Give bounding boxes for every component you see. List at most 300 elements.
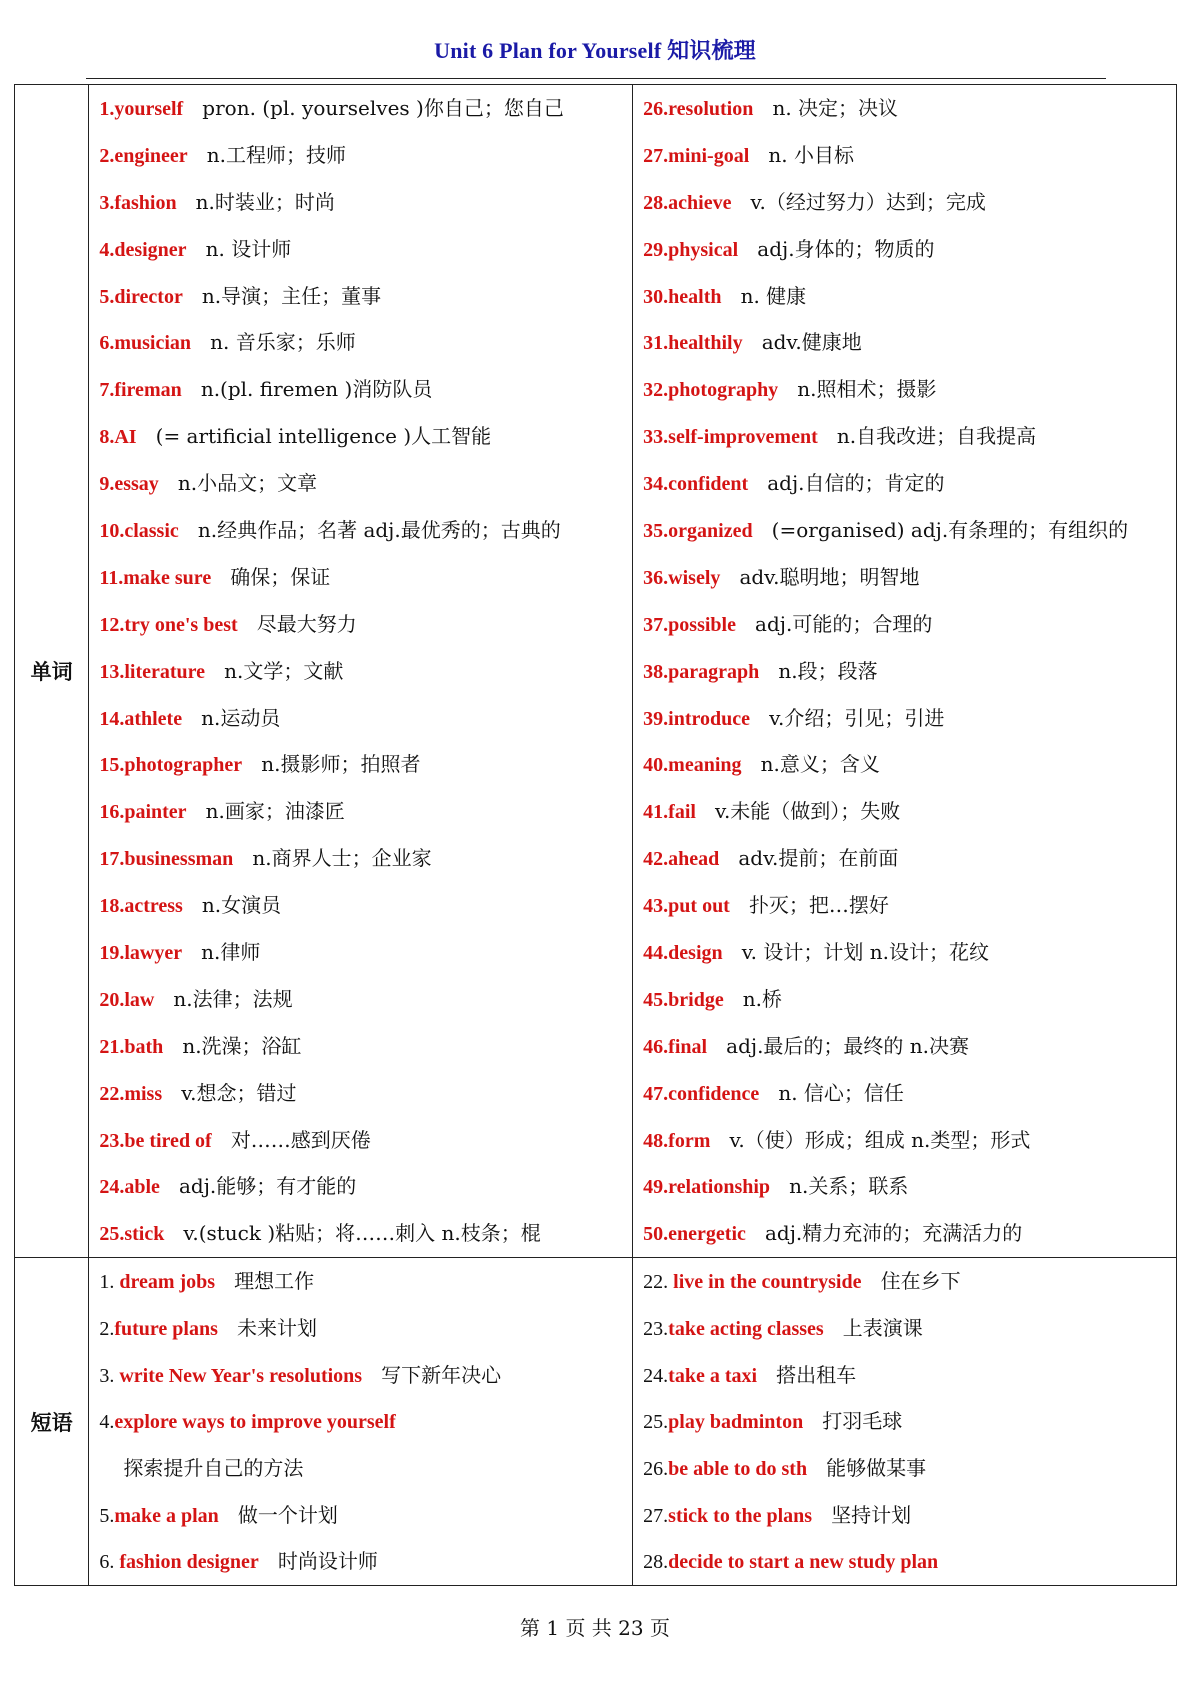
phrase-text: dream jobs — [119, 1271, 216, 1294]
entry-gap — [807, 1456, 826, 1480]
entry-gap — [215, 1269, 234, 1293]
word-text: fashion — [114, 191, 177, 214]
entry-gap — [757, 1363, 776, 1387]
entry-gap — [238, 612, 257, 636]
word-text: classic — [124, 520, 179, 543]
entry-number: 40. — [643, 754, 669, 777]
entry-meaning: v.想念；错过 — [181, 1080, 297, 1105]
word-entry — [633, 132, 1176, 179]
phrase-entry — [633, 1492, 1176, 1539]
entry-meaning: n. 设计师 — [205, 236, 292, 261]
entry-number: 45. — [643, 988, 669, 1011]
word-text: wisely — [668, 566, 721, 589]
entry-meaning: 未来计划 — [236, 1315, 317, 1340]
entry-gap — [750, 706, 769, 730]
word-entry — [89, 1070, 632, 1117]
entry-meaning: n.商界人士；企业家 — [252, 846, 432, 871]
word-text: law — [124, 988, 155, 1011]
word-entry — [89, 132, 632, 179]
phrase-entry — [633, 1258, 1176, 1305]
entry-number: 47. — [643, 1082, 669, 1105]
word-text: mini-goal — [668, 144, 750, 167]
entry-gap — [137, 424, 156, 448]
entry-gap — [183, 893, 202, 917]
entry-number: 14. — [99, 707, 125, 730]
entry-gap — [803, 1409, 822, 1433]
word-text: resolution — [668, 98, 754, 120]
entry-meaning: n.照相术；摄影 — [797, 377, 937, 402]
entry-meaning: adj.身体的；物质的 — [757, 236, 935, 261]
entry-meaning: adj.精力充沛的；充满活力的 — [764, 1221, 1023, 1246]
entry-gap — [723, 940, 742, 964]
entry-number: 48. — [643, 1129, 669, 1152]
entry-number: 42. — [643, 848, 669, 871]
word-text: make sure — [123, 566, 212, 589]
entry-number: 50. — [643, 1223, 669, 1246]
entry-number: 21. — [99, 1035, 125, 1058]
entry-gap — [182, 706, 201, 730]
entry-meaning: adj.能够；有才能的 — [178, 1174, 357, 1199]
entry-meaning: n.摄影师；拍照者 — [261, 752, 421, 777]
entry-gap — [162, 1081, 181, 1105]
entry-number: 28. — [643, 191, 669, 214]
word-text: essay — [114, 473, 159, 496]
entry-number: 35. — [643, 520, 669, 543]
entry-number: 4. — [99, 1411, 115, 1434]
entry-gap — [724, 987, 743, 1011]
entry-number: 37. — [643, 613, 669, 636]
entry-meaning: n.(pl. firemen )消防队员 — [200, 377, 433, 402]
words-section-label: 单词 — [15, 85, 89, 1258]
word-entry — [633, 460, 1176, 507]
entry-gap — [696, 799, 715, 823]
word-entry — [89, 1117, 632, 1164]
word-text: photographer — [124, 754, 243, 777]
word-entry — [633, 85, 1176, 132]
word-text: bridge — [668, 988, 724, 1011]
entry-gap — [753, 518, 772, 542]
word-text: introduce — [668, 707, 751, 730]
word-entry — [89, 460, 632, 507]
entry-meaning: n.法律；法规 — [173, 986, 293, 1011]
entry-number: 1. — [99, 98, 115, 120]
entry-gap — [205, 659, 224, 683]
entry-meaning: v.介绍；引见；引进 — [769, 705, 945, 730]
phrase-entry — [89, 1398, 632, 1445]
word-text: AI — [114, 426, 137, 449]
entry-gap — [212, 1128, 231, 1152]
entry-meaning: n. 小目标 — [768, 142, 854, 167]
phrase-entry — [89, 1305, 632, 1352]
phrases-section-label: 短语 — [15, 1258, 89, 1586]
entry-meaning: n.导演；主任；董事 — [201, 283, 382, 308]
entry-gap — [177, 190, 196, 214]
vocabulary-table — [14, 84, 1177, 1586]
entry-gap — [191, 330, 210, 354]
word-entry — [89, 882, 632, 929]
entry-number: 13. — [99, 660, 125, 683]
entry-meaning: 做一个计划 — [237, 1502, 338, 1527]
entry-gap — [219, 1503, 238, 1527]
word-entry — [633, 273, 1176, 320]
entry-number: 8. — [99, 426, 115, 449]
word-entry — [89, 85, 632, 132]
word-text: businessman — [124, 848, 234, 871]
word-entry — [89, 554, 632, 601]
word-text: ahead — [668, 848, 720, 871]
entry-number: 17. — [99, 848, 125, 871]
entry-number: 25. — [99, 1223, 125, 1246]
word-entry — [89, 319, 632, 366]
entry-gap — [720, 565, 739, 589]
word-text: design — [668, 942, 723, 965]
entry-meaning: adj.自信的；肯定的 — [767, 471, 945, 496]
phrase-entry — [633, 1305, 1176, 1352]
word-entry — [633, 507, 1176, 554]
entry-number: 6. — [99, 332, 115, 355]
entry-number: 16. — [99, 801, 125, 824]
entry-meaning: n.小品文；文章 — [177, 471, 318, 496]
entry-meaning: n.段；段落 — [778, 658, 878, 683]
entry-gap — [233, 846, 252, 870]
entry-number: 25. — [643, 1411, 669, 1434]
word-text: meaning — [668, 754, 742, 777]
entry-meaning: n.画家；油漆匠 — [205, 799, 345, 824]
word-entry — [89, 366, 632, 413]
word-entry — [633, 413, 1176, 460]
phrase-entry — [89, 1258, 632, 1305]
word-text: engineer — [114, 144, 188, 167]
word-entry — [633, 179, 1176, 226]
word-text: physical — [668, 238, 739, 261]
title-divider — [86, 78, 1106, 79]
phrase-entry — [89, 1492, 632, 1539]
entry-number: 2. — [99, 1317, 115, 1340]
word-entry — [89, 835, 632, 882]
phrase-text: live in the countryside — [673, 1271, 862, 1294]
word-entry — [89, 1023, 632, 1070]
word-entry — [633, 1023, 1176, 1070]
entry-meaning: adj.可能的；合理的 — [755, 611, 933, 636]
entry-meaning: n.意义；含义 — [760, 752, 880, 777]
entry-meaning: 确保；保证 — [230, 564, 331, 589]
entry-meaning: n. 决定；决议 — [772, 96, 899, 120]
entry-number: 23. — [99, 1129, 125, 1152]
word-text: organized — [668, 520, 753, 543]
word-text: fail — [668, 801, 696, 824]
entry-gap — [731, 190, 750, 214]
entry-meaning: n.桥 — [742, 986, 783, 1011]
entry-number: 5. — [99, 1504, 115, 1527]
word-text: final — [668, 1035, 708, 1058]
words-right-column — [633, 85, 1177, 1258]
entry-gap — [218, 1316, 237, 1340]
word-text: form — [668, 1129, 711, 1152]
word-text: paragraph — [668, 660, 760, 683]
phrase-text: be able to do sth — [668, 1458, 808, 1481]
entry-meaning: 写下新年决心 — [381, 1362, 502, 1387]
word-text: musician — [114, 332, 192, 355]
entry-number: 46. — [643, 1035, 669, 1058]
word-entry — [633, 929, 1176, 976]
entry-number: 12. — [99, 613, 125, 636]
entry-meaning: 时尚设计师 — [277, 1549, 378, 1574]
entry-gap — [770, 1174, 789, 1198]
entry-gap — [818, 424, 837, 448]
entry-number: 4. — [99, 238, 115, 261]
word-entry — [89, 1163, 632, 1210]
entry-gap — [154, 987, 173, 1011]
words-left-column — [89, 85, 633, 1258]
phrases-section-row — [15, 1258, 1177, 1586]
entry-number: 29. — [643, 238, 669, 261]
entry-gap — [738, 237, 757, 261]
entry-gap — [187, 799, 206, 823]
word-entry — [633, 601, 1176, 648]
word-entry — [89, 226, 632, 273]
entry-gap — [748, 471, 767, 495]
entry-meaning: v.（经过努力）达到；完成 — [750, 189, 986, 214]
entry-gap — [824, 1316, 843, 1340]
entry-gap — [722, 284, 741, 308]
entry-meaning: 能够做某事 — [826, 1456, 927, 1481]
entry-meaning: 搭出租车 — [776, 1362, 857, 1387]
word-entry — [633, 226, 1176, 273]
entry-meaning: n.时装业；时尚 — [195, 189, 335, 214]
phrase-text: future plans — [114, 1317, 218, 1340]
entry-gap — [159, 471, 178, 495]
entry-number: 15. — [99, 754, 125, 777]
entry-number: 36. — [643, 566, 669, 589]
phrase-entry — [89, 1352, 632, 1399]
phrase-text: play badminton — [668, 1411, 804, 1434]
word-text: stick — [124, 1223, 165, 1246]
entry-number: 26. — [643, 1458, 669, 1481]
entry-meaning: (=organised) adj.有条理的；有组织的 — [771, 518, 1129, 543]
word-entry — [633, 882, 1176, 929]
entry-meaning: n. 健康 — [740, 283, 807, 308]
entry-number: 23. — [643, 1317, 669, 1340]
word-entry — [89, 413, 632, 460]
entry-gap — [183, 96, 202, 120]
word-text: try one's best — [124, 613, 238, 636]
word-entry — [633, 1070, 1176, 1117]
word-text: able — [124, 1176, 160, 1199]
entry-meaning: 理想工作 — [234, 1269, 315, 1294]
word-entry — [633, 695, 1176, 742]
phrases-right-column — [633, 1258, 1177, 1586]
entry-meaning: 坚持计划 — [831, 1502, 912, 1527]
word-text: photography — [668, 379, 779, 402]
entry-number: 5. — [99, 285, 115, 308]
word-entry — [89, 976, 632, 1023]
entry-meaning: 住在乡下 — [880, 1269, 961, 1294]
word-text: health — [668, 285, 722, 308]
entry-number: 28. — [643, 1551, 669, 1574]
words-section-row — [15, 85, 1177, 1258]
entry-gap — [730, 893, 749, 917]
entry-meaning: n.工程师；技师 — [206, 142, 346, 167]
entry-meaning: 上表演课 — [842, 1315, 923, 1340]
word-entry — [89, 648, 632, 695]
entry-gap — [179, 518, 198, 542]
entry-meaning: 对……感到厌倦 — [230, 1127, 371, 1152]
entry-meaning: v.未能（做到）；失败 — [715, 799, 901, 824]
entry-number: 34. — [643, 473, 669, 496]
word-entry — [633, 1163, 1176, 1210]
entry-meaning: n. 音乐家；乐师 — [210, 330, 356, 355]
entry-meaning: (= artificial intelligence )人工智能 — [155, 424, 492, 449]
word-text: self-improvement — [668, 426, 818, 449]
entry-number: 11. — [99, 566, 124, 589]
entry-number: 9. — [99, 473, 115, 496]
entry-number: 22. — [643, 1271, 674, 1294]
entry-meaning: n.关系；联系 — [789, 1174, 909, 1199]
word-text: yourself — [114, 98, 184, 120]
word-text: fireman — [114, 379, 182, 402]
word-entry — [89, 601, 632, 648]
word-entry — [633, 835, 1176, 882]
word-text: designer — [114, 238, 187, 261]
entry-meaning: v.（使）形成；组成 n.类型；形式 — [729, 1127, 1031, 1152]
entry-gap — [710, 1128, 729, 1152]
entry-meaning: n. 信心；信任 — [778, 1080, 904, 1105]
entry-meaning: n.运动员 — [201, 705, 281, 730]
word-text: painter — [124, 801, 187, 824]
phrase-entry — [89, 1538, 632, 1585]
word-entry — [89, 788, 632, 835]
entry-meaning: pron. (pl. yourselves )你自己；您自己 — [202, 96, 564, 120]
entry-gap — [749, 143, 768, 167]
word-text: be tired of — [124, 1129, 212, 1152]
entry-number: 33. — [643, 426, 669, 449]
entry-meaning: adj.最后的；最终的 n.决赛 — [726, 1033, 970, 1058]
entry-gap — [160, 1174, 179, 1198]
entry-meaning: n.文学；文献 — [224, 658, 344, 683]
entry-meaning: n.女演员 — [201, 893, 282, 918]
entry-number: 32. — [643, 379, 669, 402]
entry-number: 2. — [99, 144, 115, 167]
phrase-entry — [633, 1398, 1176, 1445]
entry-gap — [743, 330, 762, 354]
phrase-entry — [633, 1445, 1176, 1492]
entry-number: 26. — [643, 98, 669, 120]
entry-meaning: v.(stuck )粘贴；将……刺入 n.枝条；棍 — [183, 1221, 541, 1246]
word-entry — [89, 741, 632, 788]
word-text: confident — [668, 473, 749, 496]
word-text: miss — [124, 1082, 163, 1105]
entry-number: 43. — [643, 895, 669, 918]
phrase-entry — [633, 1538, 1176, 1585]
word-text: achieve — [668, 191, 732, 214]
entry-gap — [182, 940, 201, 964]
entry-meaning: 扑灭；把…摆好 — [748, 893, 889, 918]
entry-number: 18. — [99, 895, 125, 918]
entry-gap — [746, 1221, 765, 1245]
entry-number: 10. — [99, 520, 125, 543]
entry-gap — [753, 96, 772, 120]
entry-number: 7. — [99, 379, 115, 402]
word-entry — [89, 273, 632, 320]
phrase-text: explore ways to improve yourself — [114, 1411, 396, 1434]
page-footer: 第 1 页 共 23 页 — [520, 1616, 670, 1640]
phrase-text: decide to start a new study plan — [668, 1551, 939, 1574]
entry-meaning: n.经典作品；名著 adj.最优秀的；古典的 — [197, 518, 561, 543]
entry-number: 20. — [99, 988, 125, 1011]
word-entry — [633, 741, 1176, 788]
entry-gap — [163, 1034, 182, 1058]
entry-gap — [812, 1503, 831, 1527]
word-entry — [633, 788, 1176, 835]
entry-number: 31. — [643, 332, 669, 355]
word-text: director — [114, 285, 183, 308]
entry-number: 3. — [99, 1364, 120, 1387]
entry-meaning: adv.聪明地；明智地 — [739, 564, 920, 589]
word-entry — [633, 1117, 1176, 1164]
entry-gap — [164, 1221, 183, 1245]
entry-number: 1. — [99, 1271, 120, 1294]
entry-meaning: n.洗澡；浴缸 — [182, 1033, 302, 1058]
entry-meaning: n.律师 — [201, 940, 261, 965]
word-entry — [633, 648, 1176, 695]
entry-number: 41. — [643, 801, 669, 824]
word-text: athlete — [124, 707, 183, 730]
phrase-text: stick to the plans — [668, 1504, 813, 1527]
entry-meaning: 尽最大努力 — [256, 611, 357, 636]
entry-gap — [183, 284, 202, 308]
entry-meaning: v. 设计；计划 n.设计；花纹 — [741, 940, 989, 965]
page-title: Unit 6 Plan for Yourself 知识梳理 — [434, 38, 756, 63]
entry-number: 6. — [99, 1551, 120, 1574]
entry-gap — [778, 377, 797, 401]
entry-number: 27. — [643, 144, 669, 167]
entry-gap — [707, 1034, 726, 1058]
entry-gap — [242, 752, 261, 776]
entry-number: 24. — [643, 1364, 669, 1387]
entry-gap — [719, 846, 738, 870]
entry-meaning: adv.健康地 — [761, 330, 862, 355]
entry-gap — [742, 752, 761, 776]
word-text: energetic — [668, 1223, 746, 1246]
phrase-text: take acting classes — [668, 1317, 824, 1340]
entry-number: 22. — [99, 1082, 125, 1105]
entry-gap — [188, 143, 207, 167]
entry-number: 3. — [99, 191, 115, 214]
word-text: literature — [124, 660, 206, 683]
word-text: confidence — [668, 1082, 760, 1105]
entry-gap — [736, 612, 755, 636]
entry-gap — [182, 377, 201, 401]
entry-gap — [759, 1081, 778, 1105]
word-text: lawyer — [124, 942, 183, 965]
entry-gap — [211, 565, 230, 589]
word-text: relationship — [668, 1176, 771, 1199]
entry-number: 30. — [643, 285, 669, 308]
phrase-text: fashion designer — [119, 1551, 259, 1574]
entry-number: 24. — [99, 1176, 125, 1199]
phrase-text: write New Year's resolutions — [119, 1364, 363, 1387]
entry-number: 44. — [643, 942, 669, 965]
entry-number: 27. — [643, 1504, 669, 1527]
word-text: actress — [124, 895, 183, 918]
word-entry — [89, 507, 632, 554]
word-entry — [89, 695, 632, 742]
phrases-left-column — [89, 1258, 633, 1586]
entry-gap — [759, 659, 778, 683]
entry-gap — [259, 1549, 278, 1573]
phrase-text: make a plan — [114, 1504, 219, 1527]
entry-number: 49. — [643, 1176, 669, 1199]
